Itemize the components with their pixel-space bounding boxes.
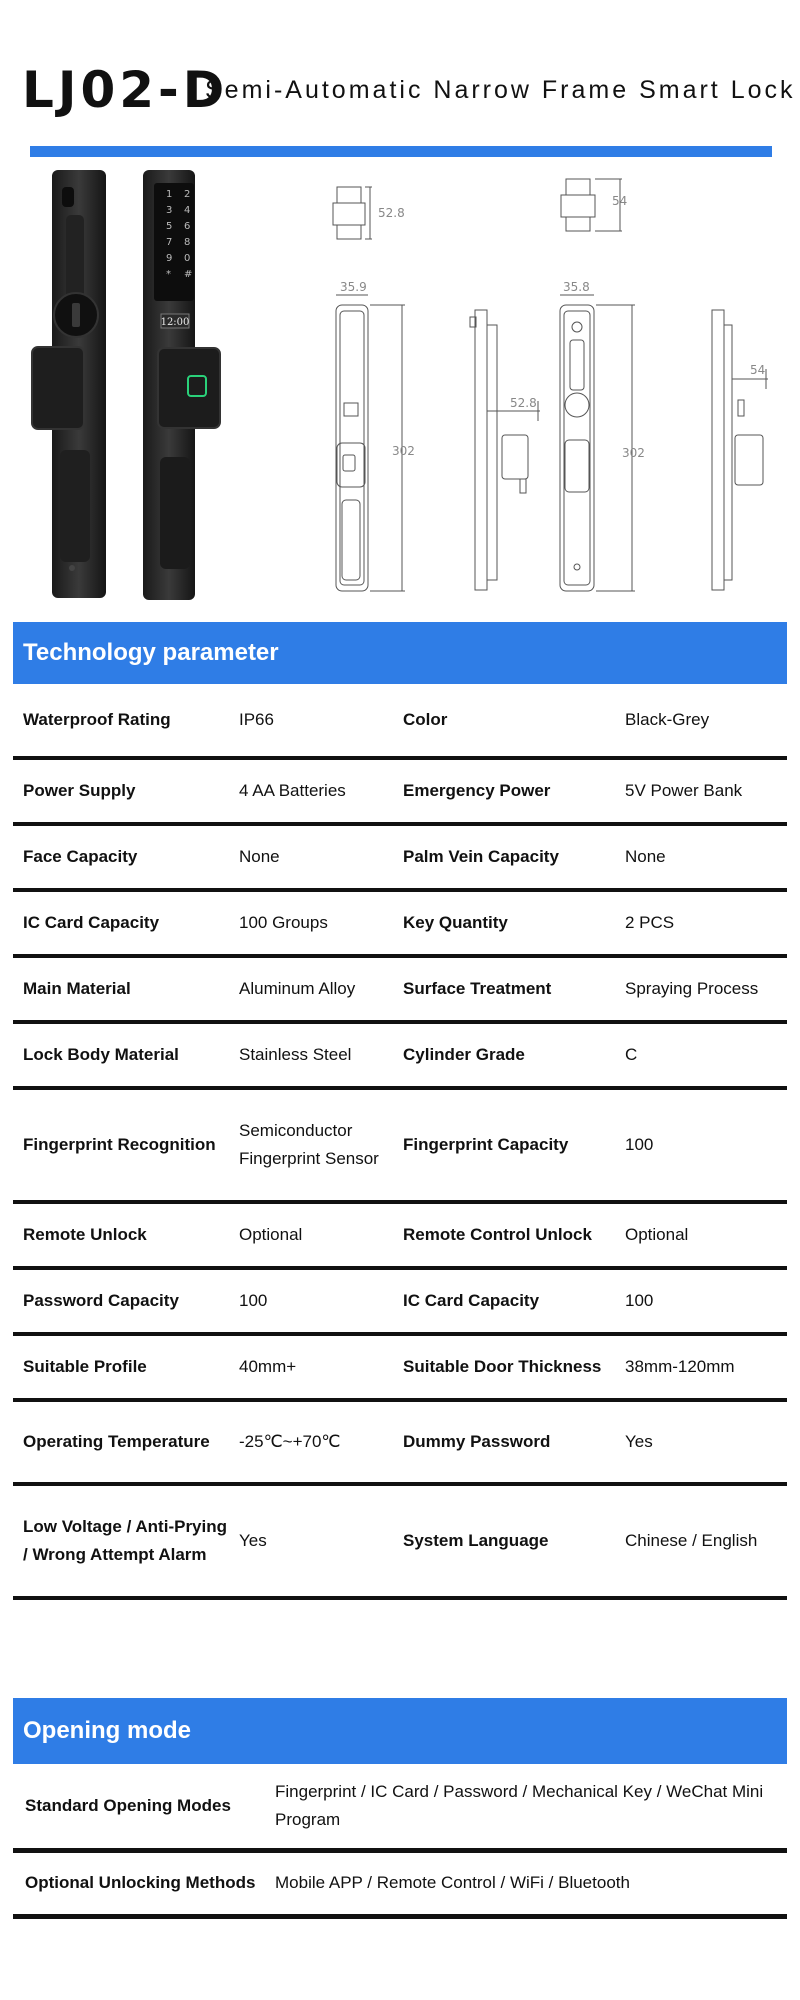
- dimension-drawing-icon: [333, 179, 768, 591]
- param-label: Remote Unlock: [13, 1202, 229, 1268]
- param-label: Face Capacity: [13, 824, 229, 890]
- opening-row: [13, 1850, 787, 1916]
- param-row: [13, 758, 787, 824]
- param-row: [13, 1334, 787, 1400]
- param-label: Color: [393, 684, 615, 758]
- opening-value: Fingerprint / IC Card / Password / Mechanical Key / WeChat Mini Program: [263, 1764, 787, 1850]
- param-row: [13, 956, 787, 1022]
- param-label: System Language: [393, 1484, 615, 1598]
- param-label: Cylinder Grade: [393, 1022, 615, 1088]
- param-value: -25℃~+70℃: [229, 1400, 393, 1484]
- keypad-key: 5: [166, 221, 173, 232]
- keypad-key: 8: [184, 237, 191, 248]
- dim-top-b: 54: [612, 194, 628, 208]
- dim-height-b: 302: [622, 446, 645, 460]
- page-header: [0, 0, 800, 160]
- param-value: Stainless Steel: [229, 1022, 393, 1088]
- accent-divider: [30, 146, 772, 157]
- param-value: 40mm+: [229, 1334, 393, 1400]
- param-row: [13, 1400, 787, 1484]
- product-images: [0, 165, 800, 605]
- param-label: IC Card Capacity: [393, 1268, 615, 1334]
- param-label: Dummy Password: [393, 1400, 615, 1484]
- product-subtitle: Semi-Automatic Narrow Frame Smart Lock: [205, 76, 796, 104]
- keypad-key: 2: [184, 189, 191, 200]
- param-label: Low Voltage / Anti-Prying / Wrong Attempt Alarm: [13, 1484, 229, 1598]
- param-label: Lock Body Material: [13, 1022, 229, 1088]
- keypad-key: 7: [166, 237, 173, 248]
- param-value: Chinese / English: [615, 1484, 787, 1598]
- param-value: 100 Groups: [229, 890, 393, 956]
- param-value: 38mm-120mm: [615, 1334, 787, 1400]
- param-row: [13, 1268, 787, 1334]
- param-row: [13, 1202, 787, 1268]
- keypad-key: 0: [184, 253, 191, 264]
- param-row: [13, 824, 787, 890]
- param-label: Palm Vein Capacity: [393, 824, 615, 890]
- param-row: [13, 890, 787, 956]
- param-row: [13, 1022, 787, 1088]
- keypad-key: 4: [184, 205, 191, 216]
- lock-front-icon: [143, 170, 220, 600]
- param-label: Remote Control Unlock: [393, 1202, 615, 1268]
- param-value: Yes: [229, 1484, 393, 1598]
- param-value: Optional: [615, 1202, 787, 1268]
- param-value: Optional: [229, 1202, 393, 1268]
- param-row: [13, 1088, 787, 1202]
- param-row: [13, 1484, 787, 1598]
- model-number: LJ02-D: [22, 61, 229, 119]
- param-value: Black-Grey: [615, 684, 787, 758]
- param-value: 100: [615, 1088, 787, 1202]
- param-value: C: [615, 1022, 787, 1088]
- keypad-key: #: [184, 269, 193, 280]
- opening-label: Optional Unlocking Methods: [13, 1850, 263, 1916]
- param-value: 4 AA Batteries: [229, 758, 393, 824]
- param-value: None: [615, 824, 787, 890]
- opening-value: Mobile APP / Remote Control / WiFi / Bluetooth: [263, 1850, 787, 1916]
- tech-parameter-header: Technology parameter: [13, 622, 787, 684]
- dim-side-b: 54: [750, 363, 766, 377]
- keypad-key: 9: [166, 253, 173, 264]
- param-label: Suitable Door Thickness: [393, 1334, 615, 1400]
- param-label: Password Capacity: [13, 1268, 229, 1334]
- param-label: Fingerprint Capacity: [393, 1088, 615, 1202]
- dim-top-a: 52.8: [378, 206, 405, 220]
- param-value: 100: [615, 1268, 787, 1334]
- keypad-key: 3: [166, 205, 173, 216]
- param-row: [13, 684, 787, 758]
- param-label: Suitable Profile: [13, 1334, 229, 1400]
- param-value: Spraying Process: [615, 956, 787, 1022]
- dim-side-a: 52.8: [510, 396, 537, 410]
- keypad-key: 1: [166, 189, 173, 200]
- param-value: Aluminum Alloy: [229, 956, 393, 1022]
- param-label: Surface Treatment: [393, 956, 615, 1022]
- param-value: Yes: [615, 1400, 787, 1484]
- param-value: None: [229, 824, 393, 890]
- keypad-key: *: [166, 269, 171, 280]
- opening-mode-table: [13, 1764, 787, 1919]
- param-label: IC Card Capacity: [13, 890, 229, 956]
- param-value: IP66: [229, 684, 393, 758]
- opening-mode-header: Opening mode: [13, 1698, 787, 1764]
- param-label: Operating Temperature: [13, 1400, 229, 1484]
- param-value: Semiconductor Fingerprint Sensor: [229, 1088, 393, 1202]
- param-label: Power Supply: [13, 758, 229, 824]
- param-label: Main Material: [13, 956, 229, 1022]
- param-label: Key Quantity: [393, 890, 615, 956]
- dim-width-a: 35.9: [340, 280, 367, 294]
- product-illustration: [0, 165, 800, 605]
- param-label: Waterproof Rating: [13, 684, 229, 758]
- param-value: 100: [229, 1268, 393, 1334]
- opening-label: Standard Opening Modes: [13, 1764, 263, 1850]
- param-label: Emergency Power: [393, 758, 615, 824]
- lock-screen-time: 12:00: [160, 317, 190, 328]
- keypad-key: 6: [184, 221, 191, 232]
- dim-width-b: 35.8: [563, 280, 590, 294]
- lock-back-icon: [32, 170, 106, 598]
- param-label: Fingerprint Recognition: [13, 1088, 229, 1202]
- param-value: 5V Power Bank: [615, 758, 787, 824]
- param-value: 2 PCS: [615, 890, 787, 956]
- tech-parameter-table: [13, 684, 787, 1600]
- opening-row: [13, 1764, 787, 1850]
- dim-height-a: 302: [392, 444, 415, 458]
